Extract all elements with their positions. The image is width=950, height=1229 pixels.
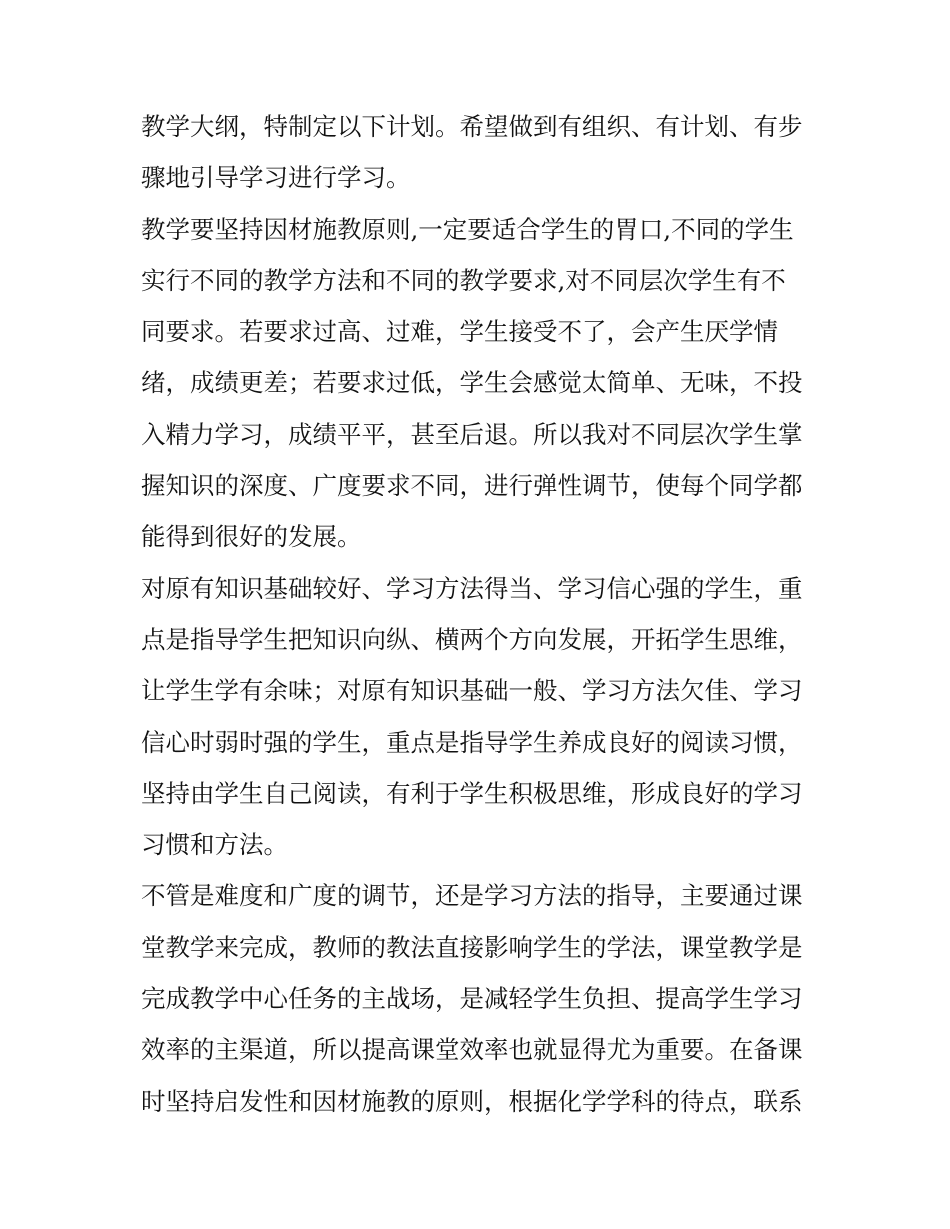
text-line: 骤地引导学习进行学习。 (141, 163, 411, 193)
text-line: 时坚持启发性和因材施教的原则，根据化学学科的待点，联系 (141, 1086, 803, 1116)
text-line: 信心时弱时强的学生，重点是指导学生养成良好的阅读习惯， (141, 727, 803, 757)
text-line: 绪，成绩更差；若要求过低，学生会感觉太简单、无味，不投 (141, 368, 803, 398)
text-line: 点是指导学生把知识向纵、横两个方向发展，开拓学生思维， (141, 624, 803, 654)
text-line: 同要求。若要求过高、过难，学生接受不了，会产生厌学情 (141, 317, 778, 347)
text-line: 堂教学来完成，教师的教法直接影响学生的学法，课堂教学是 (141, 932, 803, 962)
text-line: 握知识的深度、广度要求不同，进行弹性调节，使每个同学都 (141, 471, 803, 501)
text-line: 教学要坚持因材施教原则,一定要适合学生的胃口,不同的学生 (141, 214, 794, 244)
text-line: 完成教学中心任务的主战场，是减轻学生负担、提高学生学习 (141, 984, 803, 1014)
text-line: 坚持由学生自己阅读，有利于学生积极思维，形成良好的学习 (141, 778, 803, 808)
text-line: 对原有知识基础较好、学习方法得当、学习信心强的学生，重 (141, 573, 803, 603)
text-line: 能得到很好的发展。 (141, 522, 362, 552)
text-line: 让学生学有余味；对原有知识基础一般、学习方法欠佳、学习 (141, 676, 803, 706)
text-line: 习惯和方法。 (141, 830, 288, 860)
text-line: 教学大纲，特制定以下计划。希望做到有组织、有计划、有步 (141, 112, 803, 141)
text-line: 效率的主渠道，所以提高课堂效率也就显得尤为重要。在备课 (141, 1035, 803, 1065)
text-line: 实行不同的教学方法和不同的教学要求,对不同层次学生有不 (141, 265, 786, 295)
document-body (141, 101, 821, 1127)
text-line: 不管是难度和广度的调节，还是学习方法的指导，主要通过课 (141, 881, 803, 911)
text-line: 入精力学习，成绩平平，甚至后退。所以我对不同层次学生掌 (141, 419, 803, 449)
